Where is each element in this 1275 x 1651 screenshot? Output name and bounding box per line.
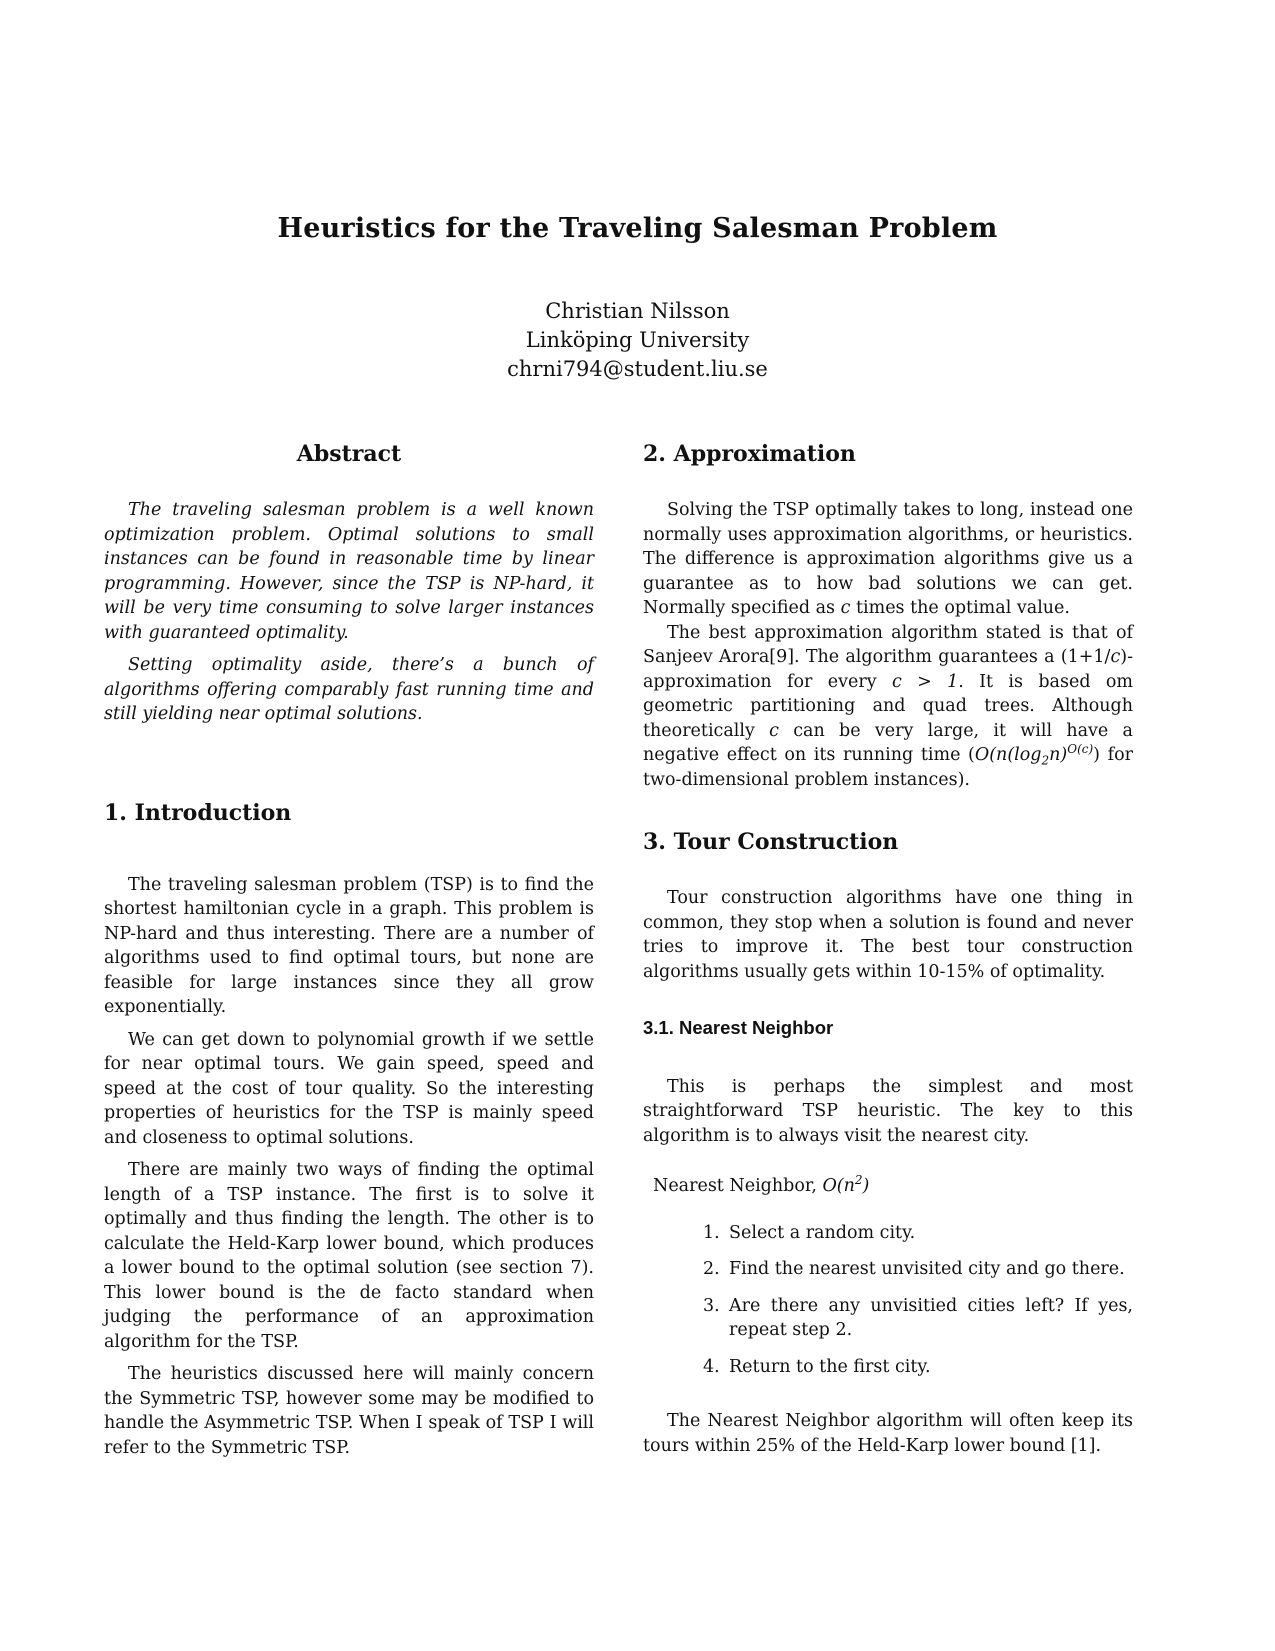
algorithm-step: 3. Are there any unvisitied cities left? If yes, repeat step 2. [703,1295,1133,1340]
intro-paragraph: The heuristics discussed here will mainly concern the Symmetric TSP, however some may be modified to handle the Asymmetric TSP. When I speak of TSP I will refer to the Symmetric TSP. [104,1364,594,1458]
algorithm-complexity: $O(n^2)$ [822,1173,870,1196]
tour-construction-paragraph: Tour construction algorithms have one thing in common, they stop when a solution is found and never tries to improve it. The best tour construction algorithms usually gets within 10-15% of optimality. [643,888,1133,982]
abstract-section [104,440,594,727]
approximation-paragraph: Solving the TSP optimally takes to long, instead one normally uses approximation algorithms, or heuristics. The difference is approximation algorithms give us a guarantee as to how bad solutions we can get. Normally specified as c times the optimal value. [643,500,1133,618]
nearest-neighbor-heading: 3.1. Nearest Neighbor [643,1017,834,1038]
approximation-heading: 2. Approximation [643,441,856,467]
author-affiliation: Linköping University [525,328,750,352]
nearest-neighbor-section [643,1016,1133,1458]
algorithm-title: Nearest Neighbor, $O(n^2)$ [653,1173,870,1196]
introduction-heading: 1. Introduction [104,799,292,826]
left-column [104,440,594,1460]
algorithm-steps [643,1221,1133,1380]
algorithm-step: 2. Find the nearest unvisited city and go there. [703,1259,1125,1279]
author-block [0,297,1275,384]
nearest-neighbor-intro: This is perhaps the simplest and most straightforward TSP heuristic. The key to this algorithm is to always visit the nearest city. [643,1076,1133,1146]
nearest-neighbor-closing: The Nearest Neighbor algorithm will often keep its tours within 25% of the Held-Karp lower bound [1]. [643,1411,1133,1456]
author-name: Christian Nilsson [545,299,730,323]
intro-paragraph: The traveling salesman problem (TSP) is to find the shortest hamiltonian cycle in a graph. This problem is NP-hard and thus interesting. There are a number of algorithms used to find optimal tours, but none are feasible for large instances since they all grow exponentially. [104,874,594,1017]
tour-construction-heading: 3. Tour Construction [643,829,899,855]
algorithm-step: 4. Return to the first city. [703,1356,931,1377]
abstract-heading: Abstract [296,441,402,467]
running-time-formula: $O(n(\log_2n)^{O(c)}$ [974,742,1094,768]
tour-construction-section [643,828,1133,984]
right-column [643,440,1133,1458]
abstract-paragraph: The traveling salesman problem is a well known optimization problem. Optimal solutions to small instances can be found in reasonable time by linear programming. However, since the TSP is NP-hard, it will be very time consuming to solve larger instances with guaranteed optimality. [104,500,594,643]
introduction-section [104,799,594,1461]
paper-title: Heuristics for the Traveling Salesman Problem [277,213,998,244]
intro-paragraph: There are mainly two ways of finding the optimal length of a TSP instance. The first is to solve it optimally and thus finding the length. The other is to calculate the Held-Karp lower bound, which produces a lower bound to the optimal solution (see section 7). This lower bound is the de facto standard when judging the performance of an approximation algorithm for the TSP. [104,1160,594,1352]
abstract-paragraph: Setting optimality aside, there’s a bunch of algorithms offering comparably fast running time and still yielding near optimal solutions. [104,655,594,724]
algorithm-step: 1. Select a random city. [703,1222,916,1243]
author-email: chrni794@student.liu.se [507,357,768,381]
approximation-paragraph: The best approximation algorithm stated is that of Sanjeev Arora[9]. The algorithm guarantees a (1+1/c)-approximation for every c > 1. It is based om geometric partitioning and quad trees. Although theoretically c can be very large, it will have a negative effect on its running time ($O(n(\log_2n)^{O(c)})$ for two-dimensional problem instances). [643,622,1133,790]
approximation-section [643,440,1133,792]
intro-paragraph: We can get down to polynomial growth if we settle for near optimal tours. We gain speed, speed and speed at the cost of tour quality. So the interesting properties of heuristics for the TSP is mainly speed and closeness to optimal solutions. [104,1029,594,1148]
